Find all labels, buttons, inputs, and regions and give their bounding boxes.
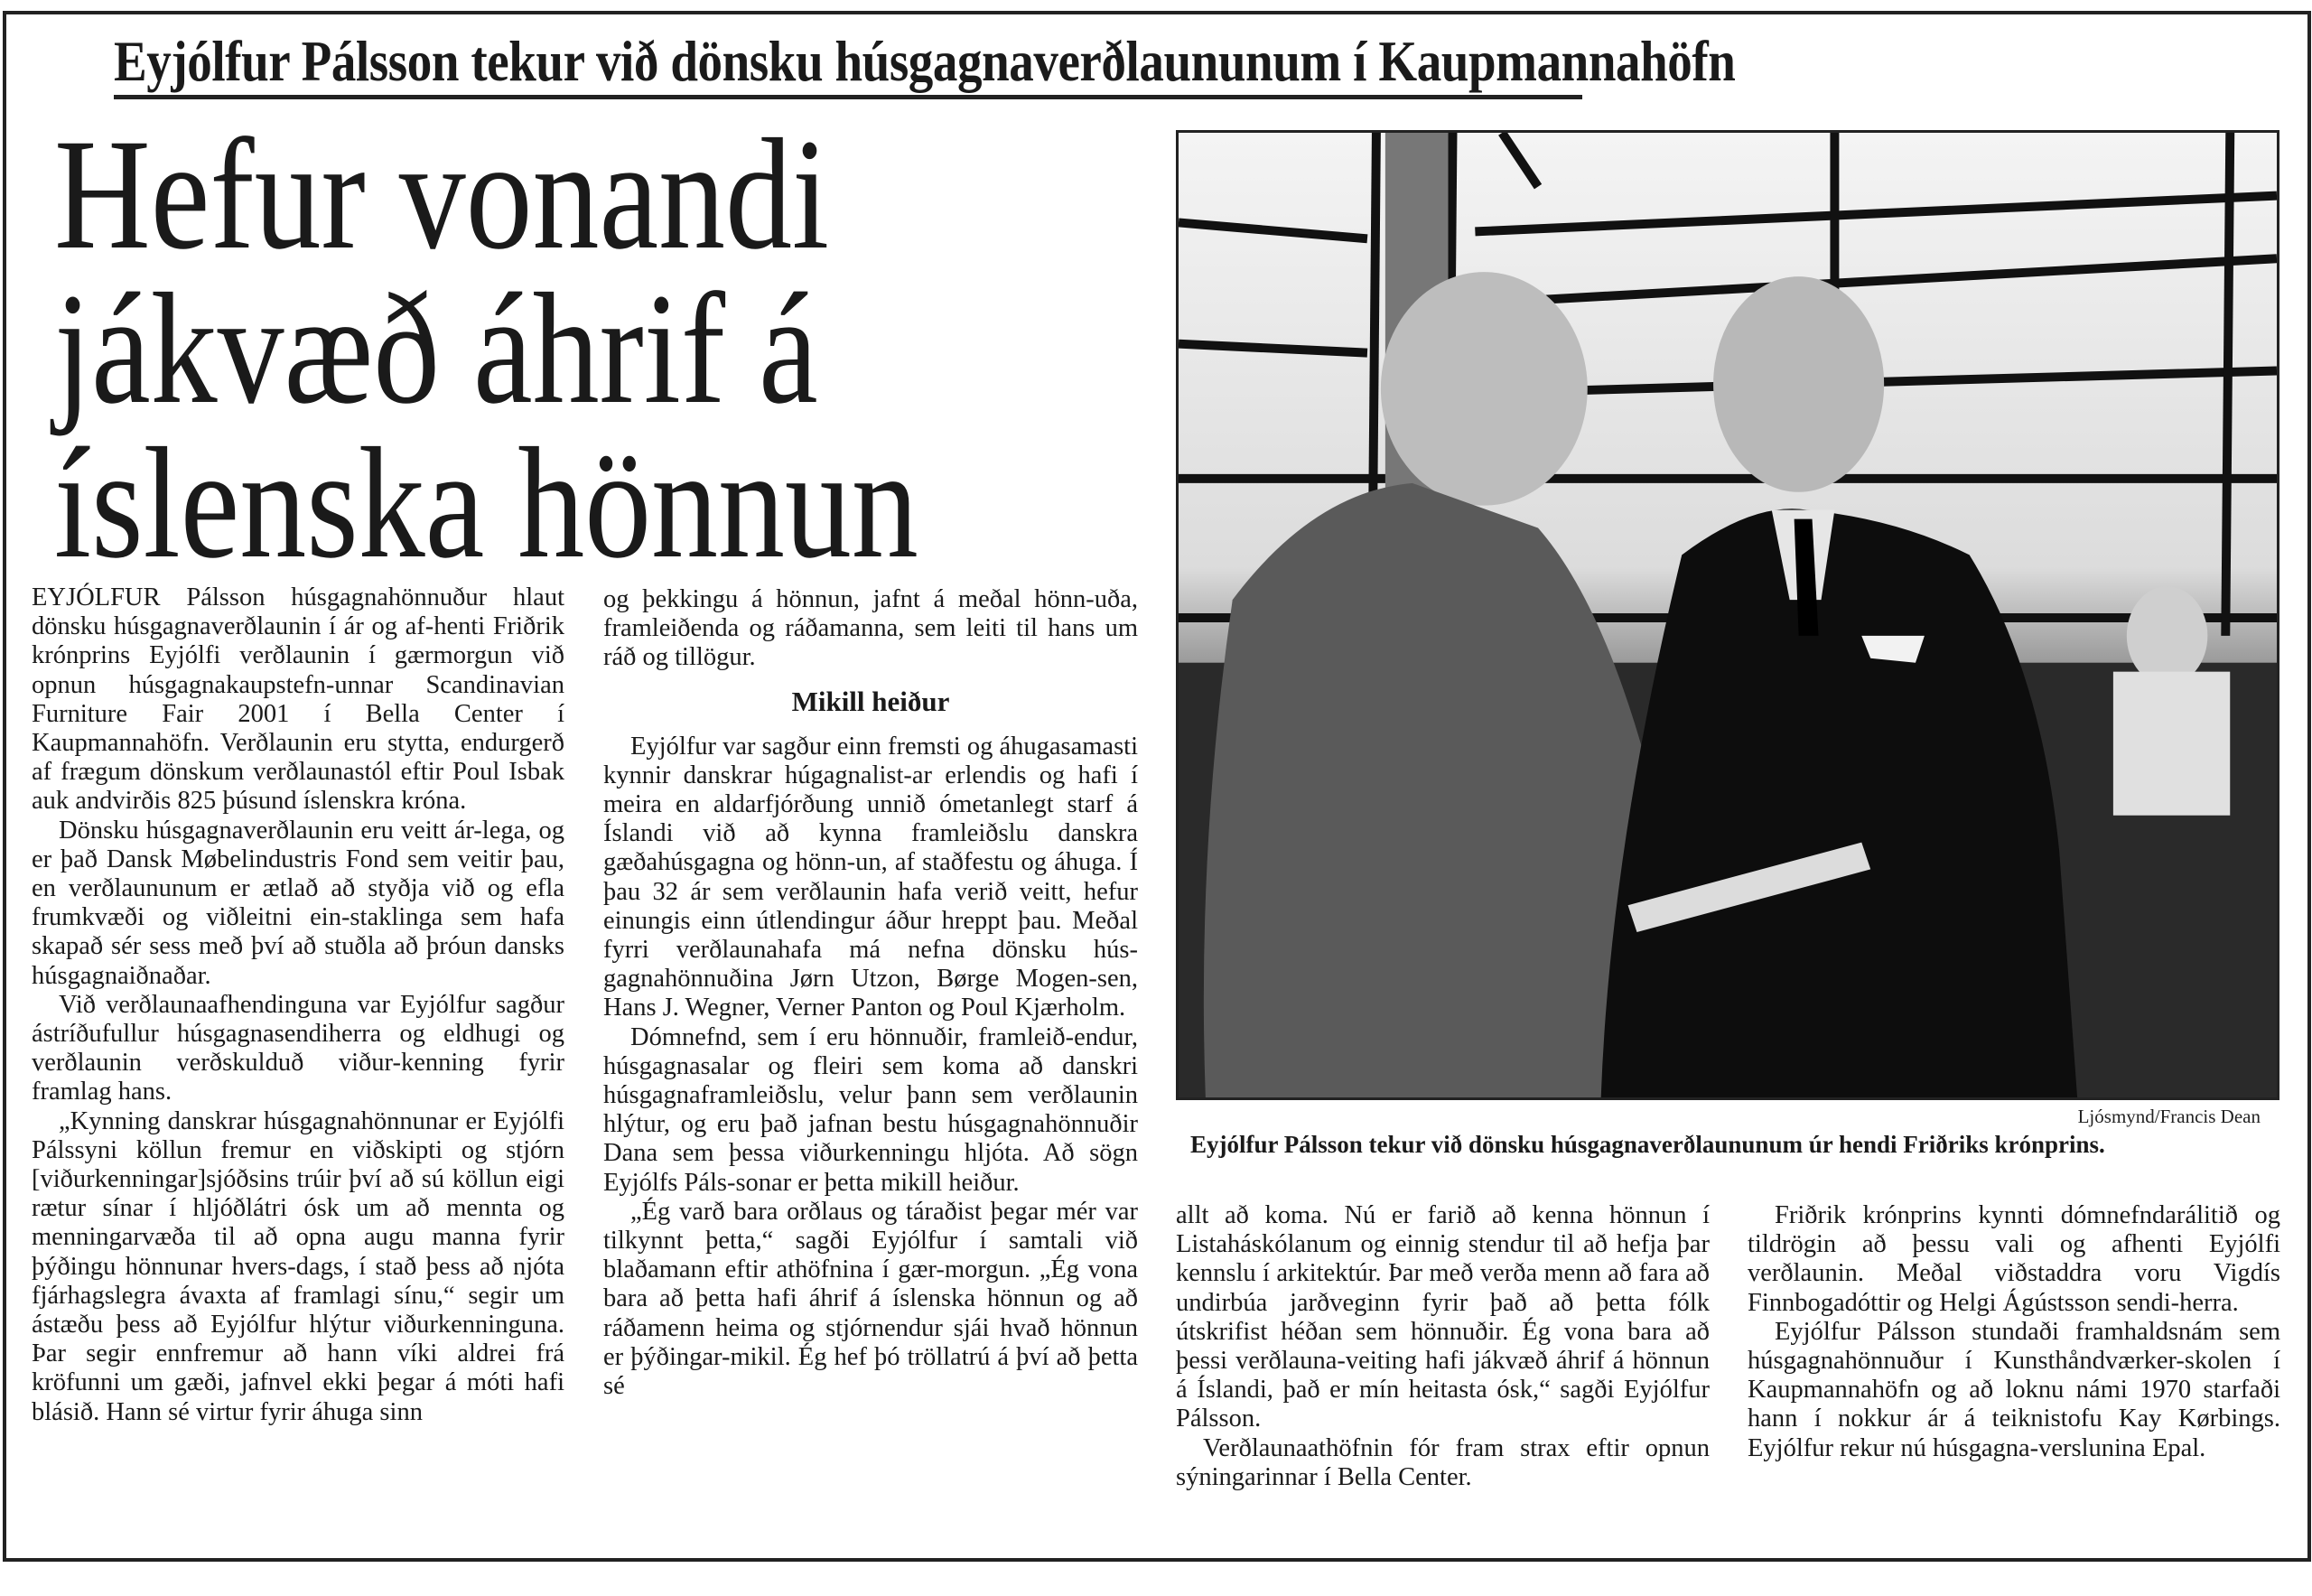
paragraph: Við verðlaunaafhendinguna var Eyjólfur sagður ástríðufullur húsgagnasendiherra og eldhugi og verðlaunin verðskulduð viður-kenning fyrir framlag hans. xyxy=(32,990,564,1106)
article-column-2 xyxy=(603,585,1138,1401)
paragraph: Eyjólfur var sagður einn fremsti og áhugasamasti kynnir danskrar húgagnalist-ar erlendis og hafi í meira en aldarfjórðung unnið ómetanlegt starf á Íslandi við að kynna framleiðslu danskra gæðahúsgagna og hönn-un, af staðfestu og áhuga. Í þau 32 ár sem verðlaunin hafa verið veitt, hefur einungis einn útlendingur áður hreppt þau. Meðal fyrri verðlaunahafa má nefna dönsku hús-gagnahönnuðina Jørn Utzon, Børge Mogen-sen, Hans J. Wegner, Verner Panton og Poul Kjærholm. xyxy=(603,732,1138,1022)
headline xyxy=(54,107,1138,592)
paragraph: allt að koma. Nú er farið að kenna hönnun í Listaháskólanum og einnig stendur til að hefja þar kennslu í arkitektúr. Þar með verða menn að fara að undirbúa jarðveginn fyrir það að þetta fólk útskrifist héðan sem hönnuðir. Ég vona bara að þessi verðlauna-veiting hafi jákvæð áhrif á hönnun á Íslandi, það er mín heitasta ósk,“ sagði Eyjólfur Pálsson. xyxy=(1176,1201,1710,1433)
article-column-3 xyxy=(1176,1201,1710,1492)
article-column-4 xyxy=(1748,1201,2280,1463)
paragraph: og þekkingu á hönnun, jafnt á meðal hönn-uða, framleiðenda og ráðamanna, sem leiti til hans um ráð og tillögur. xyxy=(603,585,1138,672)
paragraph: Verðlaunaathöfnin fór fram strax eftir opnun sýningarinnar í Bella Center. xyxy=(1176,1433,1710,1491)
paragraph: EYJÓLFUR Pálsson húsgagnahönnuður hlaut dönsku húsgagnaverðlaunin í ár og af-henti Friðrik krónprins Eyjólfi verðlaunin í gærmorgun við opnun húsgagnakaupstefn-unnar Scandinavian Furniture Fair 2001 í Bella Center í Kaupmannahöfn. Verðlaunin eru stytta, endurgerð af frægum dönskum verðlaunastól eftir Poul Isbak auk andvirðis 825 þúsund íslenskra króna. xyxy=(32,583,564,816)
paragraph: Eyjólfur Pálsson stundaði framhaldsnám sem húsgagnahönnuður í Kunsthåndværker-skolen í Kaupmannahöfn og að loknu námi 1970 starfaði hann í nokkur ár á teiknistofu Kay Kørbings. Eyjólfur rekur nú húsgagna-verslunina Epal. xyxy=(1748,1317,2280,1462)
kicker-title: Eyjólfur Pálsson tekur við dönsku húsgagnaverðlaununum í Kaupmannahöfn xyxy=(114,29,1736,93)
paragraph: Dómnefnd, sem í eru hönnuðir, framleið-endur, húsgagnasalar og fleiri sem koma að danskri húsgagnaframleiðslu, velur þann sem verðlaunin hlýtur, og eru það jafnan bestu húsgagnahönnuðir Dana sem þessa viðurkenningu hljóta. Að sögn Eyjólfs Páls-sonar er þetta mikill heiður. xyxy=(603,1022,1138,1197)
news-photo xyxy=(1176,130,2279,1100)
paragraph: „Kynning danskrar húsgagnahönnunar er Eyjólfi Pálssyni köllun fremur en viðskipti og stjórn [viðurkenningar]sjóðsins trúir því að sú köllun eigi rætur sínar í hljóðlátri ósk um að mennta og menningarvæða til að opna augu manna fyrir þýðingu hönnunar hvers-dags, í stað þess að njóta fjárhagslegra ávaxta af framlagi sínu,“ segir um ástæðu þess að Eyjólfur hlýtur viðurkenninguna. Þar segir ennfremur að hann víki aldrei frá kröfunni um gæði, jafnvel ekki þegar á móti hafi blásið. Hann sé virtur fyrir áhuga sinn xyxy=(32,1106,564,1426)
headline-line: jákvæð áhrif á xyxy=(54,261,818,437)
headline-line: íslenska hönnun xyxy=(54,415,918,592)
paragraph: Dönsku húsgagnaverðlaunin eru veitt ár-lega, og er það Dansk Møbelindustris Fond sem veitir þau, en verðlaununum er ætlað að styðja við og efla frumkvæði og viðleitni ein-staklinga sem hafa skapað sér sess með því að stuðla að þróun dansks húsgagnaiðnaðar. xyxy=(32,816,564,990)
paragraph: Friðrik krónprins kynnti dómnefndarálitið og tildrögin að þessu vali og afhenti Eyjólfi verðlaunin. Meðal viðstaddra voru Vigdís Finnbogadóttir og Helgi Ágústsson sendi-herra. xyxy=(1748,1201,2280,1317)
photo-caption: Eyjólfur Pálsson tekur við dönsku húsgagnaverðlaununum úr hendi Friðriks krónprins. xyxy=(1190,1131,2105,1158)
subheading: Mikill heiður xyxy=(791,685,950,717)
article-column-1 xyxy=(32,583,564,1427)
photo-credit: Ljósmynd/Francis Dean xyxy=(2077,1106,2261,1127)
photo-award-ceremony-icon xyxy=(1179,133,2277,1097)
kicker-underline xyxy=(114,95,1582,99)
headline-line: Hefur vonandi xyxy=(54,107,830,283)
paragraph: „Ég varð bara orðlaus og táraðist þegar mér var tilkynnt þetta,“ sagði Eyjólfur í samtali við blaðamann eftir athöfnina í gær-morgun. „Ég vona bara að þetta hafi áhrif á íslenska hönnun og að ráðamenn heima og stjórnendur sjái hvað hönnun er þýðingar-mikil. Ég hef þó tröllatrú á því að þetta sé xyxy=(603,1197,1138,1401)
